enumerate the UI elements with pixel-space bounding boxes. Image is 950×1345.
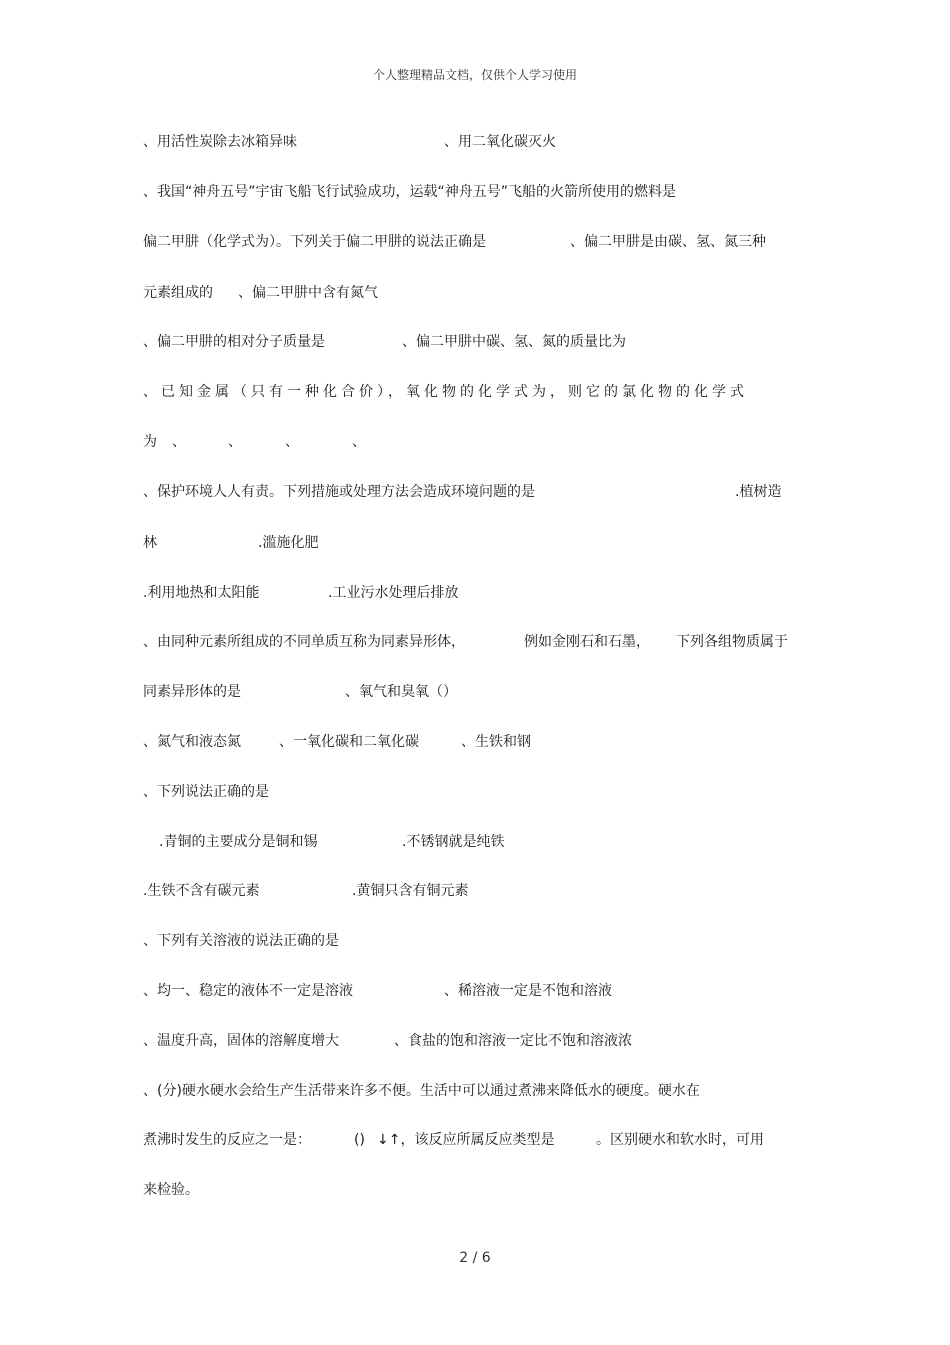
option-b: .滥施化肥 xyxy=(258,535,319,551)
question-text: 、下列有关溶液的说法正确的是 xyxy=(143,933,339,949)
question-text: 林 xyxy=(143,535,157,551)
option-b: 、氮气和液态氮 xyxy=(143,734,241,750)
option-d: .工业污水处理后排放 xyxy=(328,585,459,601)
question-text: 同素异形体的是 xyxy=(143,684,241,700)
option-b: 、 xyxy=(228,434,242,450)
question-text: 下列各组物质属于 xyxy=(676,634,788,650)
option-c: 、一氧化碳和二氧化碳 xyxy=(279,734,419,750)
option-a: 、氧气和臭氧（） xyxy=(345,684,457,700)
option-d: 、生铁和钢 xyxy=(461,734,531,750)
question-text: 、(分)硬水硬水会给生产生活带来许多不便。生活中可以通过煮沸来降低水的硬度。硬水在 xyxy=(143,1083,700,1099)
option-d: 、 xyxy=(352,434,366,450)
option-a: 、 xyxy=(172,434,186,450)
question-text: ↓↑，该反应所属反应类型是 xyxy=(377,1132,555,1148)
option-c: .利用地热和太阳能 xyxy=(143,585,260,601)
option-a: 、均一、稳定的液体不一定是溶液 xyxy=(143,983,353,999)
question-text: 煮沸时发生的反应之一是： xyxy=(143,1132,311,1148)
page-header: 个人整理精品文档，仅供个人学习使用 xyxy=(372,68,577,82)
option-d: 、食盐的饱和溶液一定比不饱和溶液浓 xyxy=(394,1033,632,1049)
question-text: 例如金刚石和石墨， xyxy=(524,634,650,650)
option-b: 、稀溶液一定是不饱和溶液 xyxy=(444,983,612,999)
option-a: .植树造 xyxy=(735,484,782,500)
option-b: 、用二氧化碳灭火 xyxy=(444,134,556,150)
question-text: 、已知金属（只有一种化合价），氧化物的化学式为，则它的氯化物的化学式 xyxy=(143,384,748,400)
question-text: 来检验。 xyxy=(143,1182,199,1198)
question-text: 为 xyxy=(143,434,157,450)
option-b: 、偏二甲肼中含有氮气 xyxy=(238,285,378,301)
option-c: 、温度升高，固体的溶解度增大 xyxy=(143,1033,339,1049)
question-text: 、保护环境人人有责。下列措施或处理方法会造成环境问题的是 xyxy=(143,484,535,500)
question-text: 。区别硬水和软水时，可用 xyxy=(596,1132,764,1148)
option-a: .青铜的主要成分是铜和锡 xyxy=(159,834,318,850)
question-text: 偏二甲肼（化学式为）。下列关于偏二甲肼的说法正确是 xyxy=(143,234,486,250)
question-text: 、我国“神舟五号”宇宙飞船飞行试验成功，运载“神舟五号”飞船的火箭所使用的燃料是 xyxy=(143,184,677,200)
option-d: .黄铜只含有铜元素 xyxy=(352,883,469,899)
question-text: 、下列说法正确的是 xyxy=(143,784,269,800)
option-c: 、偏二甲肼的相对分子质量是 xyxy=(143,334,325,350)
question-text: 元素组成的 xyxy=(143,285,213,301)
option-d: 、偏二甲肼中碳、氢、氮的质量比为 xyxy=(402,334,626,350)
option-c: 、 xyxy=(285,434,299,450)
option-b: .不锈钢就是纯铁 xyxy=(402,834,505,850)
option-a: 、偏二甲肼是由碳、氢、氮三种 xyxy=(570,234,766,250)
question-text: 、由同种元素所组成的不同单质互称为同素异形体， xyxy=(143,634,465,650)
option-c: .生铁不含有碳元素 xyxy=(143,883,260,899)
option-a: 、用活性炭除去冰箱异味 xyxy=(143,134,297,150)
question-text: () xyxy=(354,1132,365,1148)
page-number: 2 / 6 xyxy=(459,1250,491,1266)
